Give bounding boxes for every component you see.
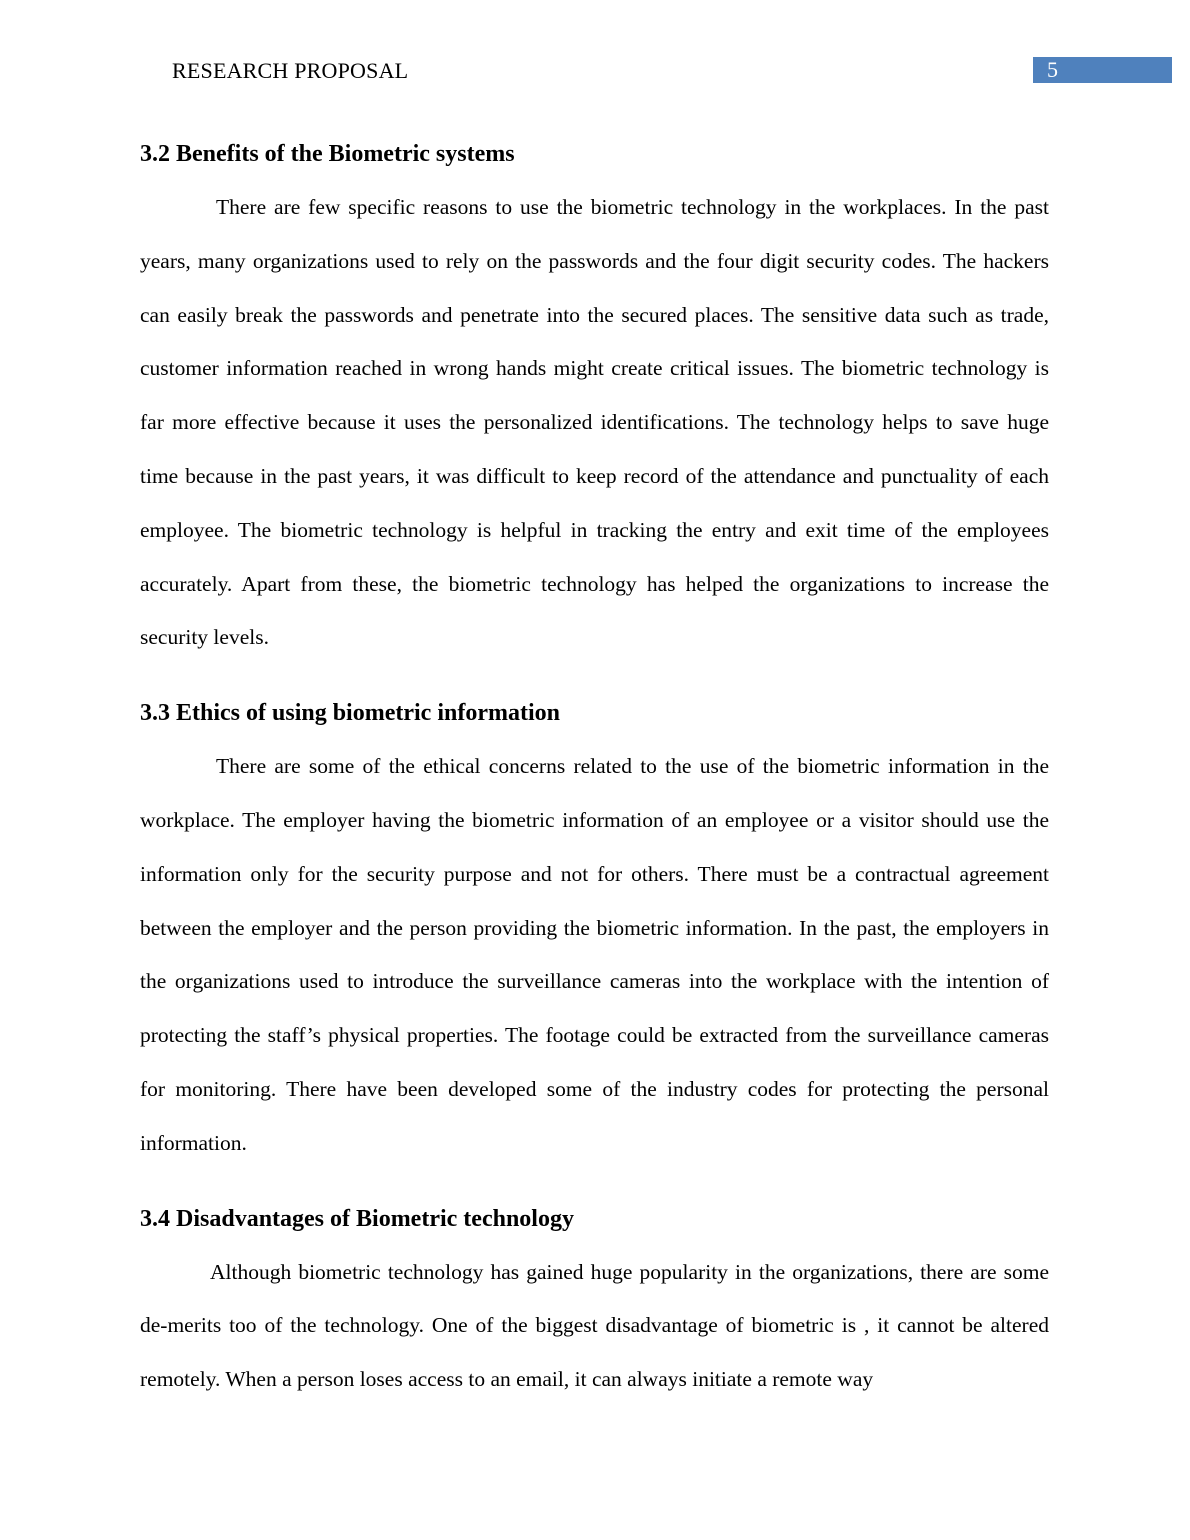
page-number-badge: [1033, 57, 1172, 83]
section-heading-disadvantages: 3.4 Disadvantages of Biometric technology: [140, 1205, 574, 1232]
section-paragraph-benefits: There are few specific reasons to use the biometric technology in the workplaces. In the past years, many organizations used to rely on the passwords and the four digit security codes. The hackers can easily break the passwords and penetrate into the secured places. The sensitive data such as trade, customer information reached in wrong hands might create critical issues. The biometric technology is far more effective because it uses the personalized identifications. The technology helps to save huge time because in the past years, it was difficult to keep record of the attendance and punctuality of each employee. The biometric technology is helpful in tracking the entry and exit time of the employees accurately. Apart from these, the biometric technology has helped the organizations to increase the security levels.: [140, 195, 1049, 650]
section-spacer: [140, 1171, 1049, 1192]
section-heading-benefits: 3.2 Benefits of the Biometric systems: [140, 141, 515, 167]
section-heading-ethics: 3.3 Ethics of using biometric information: [140, 700, 560, 727]
section-paragraph-disadvantages: Although biometric technology has gained huge popularity in the organizations, there are some de-merits too of the technology. One of the biggest disadvantage of biometric is , it cannot be altered remotely. When a person loses access to an email, it can always initiate a remote way: [140, 1259, 1049, 1392]
section-paragraph-ethics: There are some of the ethical concerns related to the use of the biometric information in the workplace. The employer having the biometric information of an employee or a visitor should use the information only for the security purpose and not for others. There must be a contractual agreement between the employer and the person providing the biometric information. In the past, the employers in the organizations used to introduce the surveillance cameras into the workplace with the intention of protecting the staff’s physical properties. The footage could be extracted from the surveillance cameras for monitoring. There have been developed some of the industry codes for protecting the personal information.: [140, 754, 1049, 1155]
running-header-title: RESEARCH PROPOSAL: [172, 58, 409, 83]
document-body: [140, 127, 1049, 1407]
section-spacer: [140, 665, 1049, 686]
page-number: 5: [1047, 57, 1058, 82]
